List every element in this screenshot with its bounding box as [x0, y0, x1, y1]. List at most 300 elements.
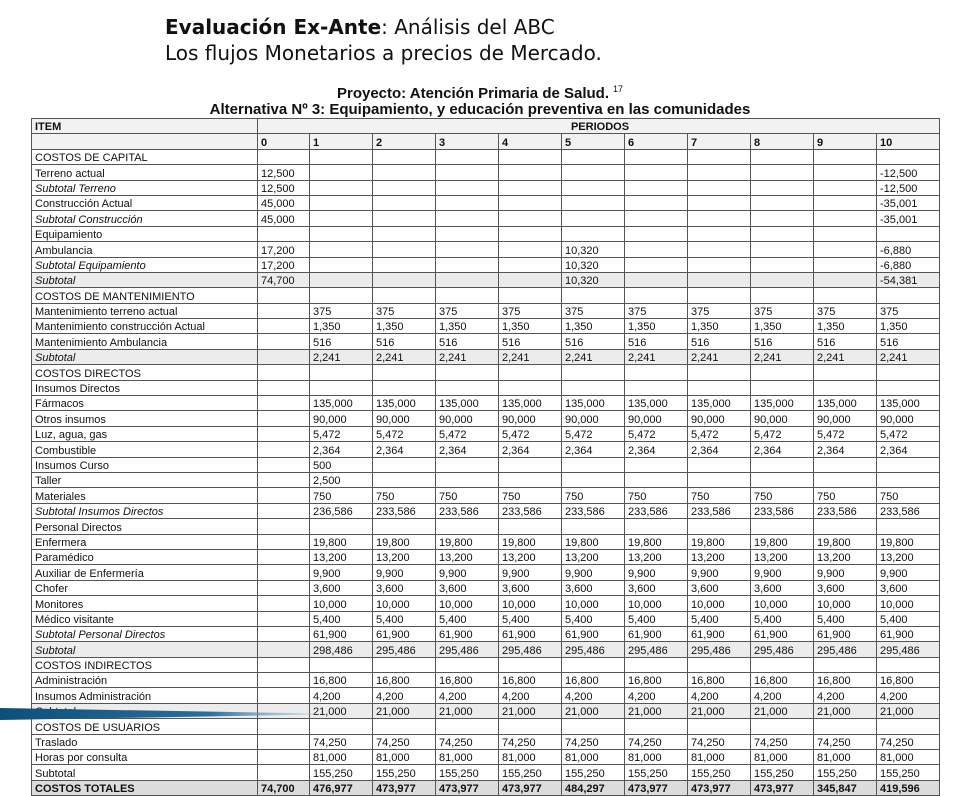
cell-period-3: 3,600 — [436, 580, 499, 595]
cell-period-2: 295,486 — [373, 642, 436, 657]
cell-period-0 — [258, 411, 310, 426]
cell-period-1 — [310, 380, 373, 395]
cell-period-6: 516 — [625, 334, 688, 349]
cell-period-3 — [436, 149, 499, 164]
cell-period-5: 5,472 — [562, 426, 625, 441]
cell-period-6 — [625, 226, 688, 241]
table-row — [32, 657, 940, 672]
cell-period-3: 5,400 — [436, 611, 499, 626]
cell-period-3: 90,000 — [436, 411, 499, 426]
cell-period-2 — [373, 211, 436, 226]
cell-period-7: 233,586 — [688, 503, 751, 518]
cell-period-1: 74,250 — [310, 734, 373, 749]
row-label: Terreno actual — [32, 165, 258, 180]
cell-period-6: 2,241 — [625, 349, 688, 364]
cell-period-0 — [258, 365, 310, 380]
cell-period-0 — [258, 565, 310, 580]
cell-period-7 — [688, 180, 751, 195]
cell-period-3 — [436, 380, 499, 395]
cell-period-3: 2,364 — [436, 442, 499, 457]
cell-period-2 — [373, 719, 436, 734]
cell-period-5: 375 — [562, 303, 625, 318]
cell-period-6: 21,000 — [625, 703, 688, 718]
cell-period-1 — [310, 211, 373, 226]
cell-period-5: 74,250 — [562, 734, 625, 749]
cell-period-2: 4,200 — [373, 688, 436, 703]
cell-period-2: 516 — [373, 334, 436, 349]
cell-period-7 — [688, 380, 751, 395]
cell-period-9 — [814, 457, 877, 472]
row-label: Construcción Actual — [32, 195, 258, 210]
cell-period-4: 21,000 — [499, 703, 562, 718]
cell-period-7: 19,800 — [688, 534, 751, 549]
cell-period-7: 3,600 — [688, 580, 751, 595]
cell-period-9 — [814, 242, 877, 257]
cell-period-6: 2,364 — [625, 442, 688, 457]
cell-period-10: 4,200 — [877, 688, 940, 703]
cell-period-5: 10,000 — [562, 596, 625, 611]
cell-period-6: 90,000 — [625, 411, 688, 426]
cell-period-9 — [814, 719, 877, 734]
cell-period-5: 2,241 — [562, 349, 625, 364]
cell-period-6: 375 — [625, 303, 688, 318]
cell-period-4: 61,900 — [499, 626, 562, 641]
cell-period-4: 16,800 — [499, 673, 562, 688]
table-row — [32, 365, 940, 380]
cell-period-5 — [562, 457, 625, 472]
cell-period-2: 375 — [373, 303, 436, 318]
cell-period-9 — [814, 657, 877, 672]
cell-period-8: 19,800 — [751, 534, 814, 549]
cell-period-1 — [310, 272, 373, 287]
cell-period-0 — [258, 734, 310, 749]
cell-period-9 — [814, 272, 877, 287]
cell-period-2: 2,364 — [373, 442, 436, 457]
cell-period-0 — [258, 503, 310, 518]
row-label: Materiales — [32, 488, 258, 503]
cell-period-9: 3,600 — [814, 580, 877, 595]
cell-period-9 — [814, 165, 877, 180]
cell-period-8: 233,586 — [751, 503, 814, 518]
cell-period-0 — [258, 549, 310, 564]
cell-period-7 — [688, 257, 751, 272]
cell-period-2 — [373, 272, 436, 287]
cell-period-10: 9,900 — [877, 565, 940, 580]
cell-period-5 — [562, 211, 625, 226]
cell-period-5: 10,320 — [562, 272, 625, 287]
cell-period-4 — [499, 657, 562, 672]
cell-period-5 — [562, 657, 625, 672]
period-header-8: 8 — [751, 134, 814, 149]
cell-period-7 — [688, 657, 751, 672]
cell-period-1: 81,000 — [310, 750, 373, 765]
cell-period-1: 13,200 — [310, 549, 373, 564]
period-header-5: 5 — [562, 134, 625, 149]
cell-period-4 — [499, 165, 562, 180]
cell-period-0 — [258, 750, 310, 765]
cell-period-3 — [436, 226, 499, 241]
cell-period-4: 135,000 — [499, 396, 562, 411]
cell-period-10: 419,596 — [877, 780, 940, 795]
table-row — [32, 380, 940, 395]
cell-period-10: 5,472 — [877, 426, 940, 441]
cell-period-0 — [258, 442, 310, 457]
cell-period-2 — [373, 180, 436, 195]
cell-period-3: 10,000 — [436, 596, 499, 611]
cell-period-0: 12,500 — [258, 180, 310, 195]
cell-period-1: 135,000 — [310, 396, 373, 411]
cell-period-2: 21,000 — [373, 703, 436, 718]
cell-period-1: 236,586 — [310, 503, 373, 518]
cell-period-2: 90,000 — [373, 411, 436, 426]
cell-period-2: 233,586 — [373, 503, 436, 518]
cell-period-4 — [499, 195, 562, 210]
row-label: Monitores — [32, 596, 258, 611]
project-title — [0, 84, 960, 102]
cell-period-4 — [499, 226, 562, 241]
cell-period-8: 750 — [751, 488, 814, 503]
cell-period-5 — [562, 380, 625, 395]
cell-period-10: 233,586 — [877, 503, 940, 518]
table-row — [32, 180, 940, 195]
table-row — [32, 765, 940, 780]
cell-period-9 — [814, 149, 877, 164]
period-header-10: 10 — [877, 134, 940, 149]
cell-period-8: 16,800 — [751, 673, 814, 688]
cell-period-9: 16,800 — [814, 673, 877, 688]
cell-period-10 — [877, 719, 940, 734]
cell-period-8 — [751, 719, 814, 734]
cell-period-4: 295,486 — [499, 642, 562, 657]
table-row — [32, 272, 940, 287]
decorative-bottom-bar — [0, 708, 350, 720]
cell-period-4 — [499, 257, 562, 272]
cell-period-0 — [258, 765, 310, 780]
cell-period-1: 155,250 — [310, 765, 373, 780]
cell-period-9: 90,000 — [814, 411, 877, 426]
row-label: COSTOS DE MANTENIMIENTO — [32, 288, 258, 303]
cell-period-9: 61,900 — [814, 626, 877, 641]
cell-period-7 — [688, 242, 751, 257]
cell-period-8: 2,241 — [751, 349, 814, 364]
cell-period-2 — [373, 519, 436, 534]
cell-period-8: 155,250 — [751, 765, 814, 780]
cell-period-4 — [499, 365, 562, 380]
cell-period-2: 5,400 — [373, 611, 436, 626]
cell-period-7: 16,800 — [688, 673, 751, 688]
cell-period-3: 21,000 — [436, 703, 499, 718]
cell-period-3: 2,241 — [436, 349, 499, 364]
row-label: COSTOS DIRECTOS — [32, 365, 258, 380]
cell-period-6: 155,250 — [625, 765, 688, 780]
cell-period-5: 484,297 — [562, 780, 625, 795]
cell-period-8 — [751, 365, 814, 380]
cell-period-3 — [436, 211, 499, 226]
cell-period-1: 4,200 — [310, 688, 373, 703]
cell-period-7: 155,250 — [688, 765, 751, 780]
cell-period-9 — [814, 519, 877, 534]
cell-period-7: 473,977 — [688, 780, 751, 795]
cell-period-8: 21,000 — [751, 703, 814, 718]
cell-period-8: 516 — [751, 334, 814, 349]
cell-period-1: 2,500 — [310, 472, 373, 487]
cell-period-9: 10,000 — [814, 596, 877, 611]
table-row — [32, 488, 940, 503]
cell-period-4 — [499, 211, 562, 226]
cell-period-2: 473,977 — [373, 780, 436, 795]
cell-period-8: 81,000 — [751, 750, 814, 765]
cell-period-8 — [751, 149, 814, 164]
cell-period-4 — [499, 719, 562, 734]
cell-period-5: 81,000 — [562, 750, 625, 765]
cell-period-2: 81,000 — [373, 750, 436, 765]
cell-period-1: 476,977 — [310, 780, 373, 795]
cell-period-4: 19,800 — [499, 534, 562, 549]
period-header-9: 9 — [814, 134, 877, 149]
cell-period-9: 5,400 — [814, 611, 877, 626]
cell-period-0 — [258, 657, 310, 672]
table-row — [32, 580, 940, 595]
cell-period-7: 10,000 — [688, 596, 751, 611]
cell-period-4: 81,000 — [499, 750, 562, 765]
cell-period-6 — [625, 272, 688, 287]
cell-period-5: 21,000 — [562, 703, 625, 718]
cell-period-4 — [499, 472, 562, 487]
table-row — [32, 596, 940, 611]
cell-period-1 — [310, 180, 373, 195]
cell-period-9 — [814, 365, 877, 380]
cell-period-7: 2,241 — [688, 349, 751, 364]
cell-period-9: 516 — [814, 334, 877, 349]
cell-period-1: 516 — [310, 334, 373, 349]
cell-period-5: 750 — [562, 488, 625, 503]
cell-period-1: 21,000 — [310, 703, 373, 718]
cell-period-9: 375 — [814, 303, 877, 318]
cell-period-1: 10,000 — [310, 596, 373, 611]
cell-period-1: 2,241 — [310, 349, 373, 364]
period-header-3: 3 — [436, 134, 499, 149]
cell-period-0 — [258, 303, 310, 318]
cell-period-1: 3,600 — [310, 580, 373, 595]
cell-period-0 — [258, 519, 310, 534]
slide-title — [165, 14, 602, 66]
cell-period-0 — [258, 149, 310, 164]
cell-period-4: 74,250 — [499, 734, 562, 749]
row-label: Taller — [32, 472, 258, 487]
cell-period-9 — [814, 226, 877, 241]
cell-period-3 — [436, 288, 499, 303]
table-row — [32, 626, 940, 641]
cell-period-8: 2,364 — [751, 442, 814, 457]
cell-period-6: 1,350 — [625, 319, 688, 334]
cell-period-6 — [625, 257, 688, 272]
cell-period-8: 74,250 — [751, 734, 814, 749]
cell-period-1: 1,350 — [310, 319, 373, 334]
row-label: Ambulancia — [32, 242, 258, 257]
cell-period-8: 9,900 — [751, 565, 814, 580]
cell-period-8: 5,400 — [751, 611, 814, 626]
cell-period-8 — [751, 519, 814, 534]
row-label: Chofer — [32, 580, 258, 595]
row-label: Subtotal — [32, 642, 258, 657]
cell-period-6: 9,900 — [625, 565, 688, 580]
cell-period-4: 10,000 — [499, 596, 562, 611]
table-row — [32, 780, 940, 795]
cell-period-1: 90,000 — [310, 411, 373, 426]
item-header: ITEM — [32, 119, 258, 134]
cell-period-2: 135,000 — [373, 396, 436, 411]
cell-period-6 — [625, 242, 688, 257]
cell-period-10: 375 — [877, 303, 940, 318]
cell-period-10: 155,250 — [877, 765, 940, 780]
cell-period-3 — [436, 242, 499, 257]
row-label: Otros insumos — [32, 411, 258, 426]
cell-period-2: 2,241 — [373, 349, 436, 364]
cell-period-10: 61,900 — [877, 626, 940, 641]
cell-period-1: 500 — [310, 457, 373, 472]
cell-period-6 — [625, 380, 688, 395]
cell-period-10: -12,500 — [877, 165, 940, 180]
cell-period-0 — [258, 673, 310, 688]
cell-period-3: 4,200 — [436, 688, 499, 703]
cell-period-8: 4,200 — [751, 688, 814, 703]
cell-period-7 — [688, 165, 751, 180]
cell-period-5 — [562, 288, 625, 303]
row-label: Enfermera — [32, 534, 258, 549]
table-row — [32, 411, 940, 426]
cell-period-6 — [625, 719, 688, 734]
period-numbers-row — [32, 134, 940, 149]
cell-period-0 — [258, 688, 310, 703]
cell-period-8: 5,472 — [751, 426, 814, 441]
cell-period-6 — [625, 365, 688, 380]
alternative-title: Alternativa Nº 3: Equipamiento, y educación preventiva en las comunidades — [209, 101, 751, 118]
row-label: Combustible — [32, 442, 258, 457]
table-row — [32, 673, 940, 688]
cell-period-8: 473,977 — [751, 780, 814, 795]
cell-period-4: 375 — [499, 303, 562, 318]
cell-period-10 — [877, 288, 940, 303]
cell-period-2: 19,800 — [373, 534, 436, 549]
cell-period-9: 21,000 — [814, 703, 877, 718]
cell-period-4: 2,241 — [499, 349, 562, 364]
cell-period-7: 375 — [688, 303, 751, 318]
cell-period-3: 295,486 — [436, 642, 499, 657]
cell-period-7: 81,000 — [688, 750, 751, 765]
cell-period-0 — [258, 226, 310, 241]
table-row — [32, 257, 940, 272]
cell-period-3: 5,472 — [436, 426, 499, 441]
table-row — [32, 750, 940, 765]
cell-period-6 — [625, 657, 688, 672]
cell-period-9: 4,200 — [814, 688, 877, 703]
period-header-1: 1 — [310, 134, 373, 149]
cell-period-1: 16,800 — [310, 673, 373, 688]
cell-period-10: -35,001 — [877, 195, 940, 210]
cell-period-2: 9,900 — [373, 565, 436, 580]
cell-period-4 — [499, 272, 562, 287]
project-title-text: Proyecto: Atención Primaria de Salud. — [336, 85, 609, 102]
cell-period-3 — [436, 272, 499, 287]
cell-period-7 — [688, 226, 751, 241]
cell-period-1: 9,900 — [310, 565, 373, 580]
table-row — [32, 195, 940, 210]
cell-period-10: 2,364 — [877, 442, 940, 457]
cell-period-8: 13,200 — [751, 549, 814, 564]
table-row — [32, 549, 940, 564]
cell-period-9 — [814, 380, 877, 395]
cell-period-5: 10,320 — [562, 257, 625, 272]
row-label: COSTOS DE CAPITAL — [32, 149, 258, 164]
cell-period-7 — [688, 195, 751, 210]
cell-period-6: 135,000 — [625, 396, 688, 411]
cell-period-4: 750 — [499, 488, 562, 503]
period-header-2: 2 — [373, 134, 436, 149]
cell-period-7: 61,900 — [688, 626, 751, 641]
cell-period-2: 750 — [373, 488, 436, 503]
cell-period-1: 750 — [310, 488, 373, 503]
cell-period-9: 13,200 — [814, 549, 877, 564]
table-row — [32, 149, 940, 164]
table-row — [32, 611, 940, 626]
cell-period-2: 155,250 — [373, 765, 436, 780]
cell-period-5: 233,586 — [562, 503, 625, 518]
cell-period-5 — [562, 180, 625, 195]
cell-period-6: 10,000 — [625, 596, 688, 611]
cell-period-7 — [688, 149, 751, 164]
cell-period-10: 21,000 — [877, 703, 940, 718]
cell-period-5 — [562, 472, 625, 487]
table-header-row — [32, 119, 940, 134]
cell-period-3 — [436, 365, 499, 380]
table-row — [32, 688, 940, 703]
row-label: Subtotal — [32, 349, 258, 364]
cell-period-7: 90,000 — [688, 411, 751, 426]
cell-period-3: 135,000 — [436, 396, 499, 411]
cell-period-4 — [499, 519, 562, 534]
cell-period-5: 1,350 — [562, 319, 625, 334]
cell-period-8: 10,000 — [751, 596, 814, 611]
cell-period-5: 135,000 — [562, 396, 625, 411]
cell-period-7 — [688, 457, 751, 472]
cell-period-1 — [310, 226, 373, 241]
cell-period-4: 4,200 — [499, 688, 562, 703]
table-row — [32, 719, 940, 734]
cell-period-2 — [373, 380, 436, 395]
cell-period-10: 516 — [877, 334, 940, 349]
cell-period-8: 90,000 — [751, 411, 814, 426]
cell-period-2 — [373, 288, 436, 303]
cell-period-10: 295,486 — [877, 642, 940, 657]
row-label: COSTOS INDIRECTOS — [32, 657, 258, 672]
cell-period-1 — [310, 242, 373, 257]
cell-period-1: 2,364 — [310, 442, 373, 457]
cell-period-6: 4,200 — [625, 688, 688, 703]
cell-period-9 — [814, 472, 877, 487]
row-label: Fármacos — [32, 396, 258, 411]
cell-period-0 — [258, 611, 310, 626]
cell-period-10: 5,400 — [877, 611, 940, 626]
cell-period-9: 135,000 — [814, 396, 877, 411]
cell-period-4 — [499, 180, 562, 195]
cell-period-10 — [877, 657, 940, 672]
row-label: Administración — [32, 673, 258, 688]
cell-period-4: 9,900 — [499, 565, 562, 580]
cell-period-5 — [562, 719, 625, 734]
cell-period-3: 16,800 — [436, 673, 499, 688]
cell-period-10: -6,880 — [877, 257, 940, 272]
table-row — [32, 503, 940, 518]
